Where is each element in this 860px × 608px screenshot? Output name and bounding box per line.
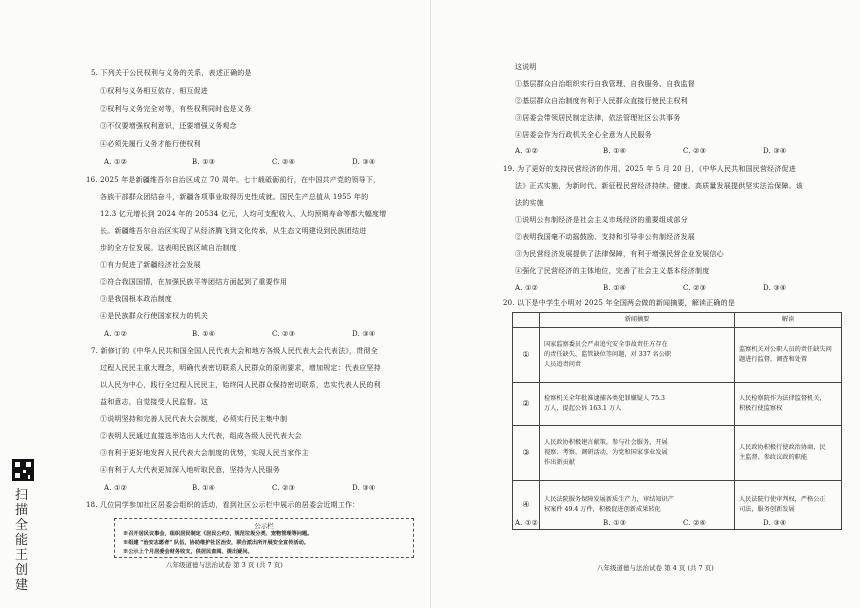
row-reading bbox=[735, 383, 842, 426]
row-number: ④ bbox=[513, 481, 540, 530]
reading-line: 人民法院行使审判权，严格公正 bbox=[739, 496, 826, 503]
q18-statement-1: ①基层群众自治组织实行自我管理、自我服务、自我监督 bbox=[515, 80, 695, 88]
q19-options bbox=[515, 283, 786, 293]
option-a: A. ①② bbox=[104, 484, 128, 492]
qr-code-icon bbox=[12, 459, 34, 481]
q5-stem: 5. 下列关于公民权利与义务的关系，表述正确的是 bbox=[91, 69, 252, 77]
table-header-summary: 新闻摘要 bbox=[540, 313, 735, 328]
summary-line: 万人，提起公诉 163.1 万人 bbox=[544, 405, 622, 412]
option-c: C. ②④ bbox=[683, 519, 707, 527]
q5-statement-3: ③不仅要增强权利意识，还要增强义务观念 bbox=[100, 122, 237, 130]
option-b: B. ①④ bbox=[603, 284, 627, 292]
q17-line-4: 益和意志，自觉接受人民监督。这 bbox=[100, 398, 208, 406]
q5-statement-4: ④必须先履行义务才能行使权利 bbox=[100, 140, 201, 148]
summary-line: 人民法院服务保障发展新质生产力，审结知识产 bbox=[544, 496, 674, 503]
summary-line: 国家监察委员会严肃追究安全事故责任方存在 bbox=[544, 341, 668, 348]
news-summary-table bbox=[512, 312, 842, 530]
table-header-blank bbox=[513, 313, 540, 328]
row-summary bbox=[540, 426, 735, 481]
table-row bbox=[513, 481, 842, 530]
row-reading bbox=[735, 426, 842, 481]
reading-line: 主监督、参政议政的职能 bbox=[739, 454, 808, 461]
summary-line: 作出新贡献 bbox=[544, 459, 575, 466]
q16-statement-2: ②符合我国国情，在加强民族平等团结方面起到了重要作用 bbox=[100, 278, 288, 286]
q16-line-5: 步的全方位发展。这表明民族区域自治制度 bbox=[100, 244, 237, 252]
q16-line-3: 12.3 亿元增长到 2024 年的 20534 亿元，人均可支配收入、人均预期寿命等都大幅度增 bbox=[100, 210, 387, 218]
q5-statement-2: ②权利与义务完全对等，有些权利同时也是义务 bbox=[100, 105, 252, 113]
bulletin-item-1: ※召开居民议事会，组织居民制定《居民公约》，规范垃圾分类、宠物管理等问题。 bbox=[123, 531, 313, 537]
q19-statement-4: ④强化了民营经济的主体地位，完善了社会主义基本经济制度 bbox=[515, 267, 710, 275]
option-b: B. ①④ bbox=[192, 484, 216, 492]
option-b: B. ①④ bbox=[603, 147, 627, 155]
q19-statement-2: ②表明我国毫不动摇鼓励、支持和引导非公有制经济发展 bbox=[515, 233, 695, 241]
q19-line-1: 19. 为了更好的支持民营经济的作用，2025 年 5 月 20 日，《中华人民共和国民营经济促进 bbox=[503, 165, 796, 173]
q17-statement-3: ③有利于更好地发挥人民代表大会制度的优势，实现人民当家作主 bbox=[100, 449, 309, 457]
q18-options bbox=[515, 146, 786, 156]
option-c: C. ②③ bbox=[272, 330, 296, 338]
option-d: D. ③④ bbox=[352, 484, 376, 492]
option-c: C. ②④ bbox=[272, 158, 296, 166]
option-d: D. ③④ bbox=[352, 330, 376, 338]
summary-line: 的责任缺失、监管缺位等问题，对 337 名公职 bbox=[544, 351, 672, 358]
q18-stem: 18. 几位同学参加社区居委会组织的活动，看到社区公示栏中展示的居委会近期工作： bbox=[86, 501, 360, 509]
option-a: A. ①② bbox=[515, 284, 539, 292]
option-c: C. ②③ bbox=[683, 284, 707, 292]
q19-line-2: 法》正式实施，为新时代、新征程民营经济持续、健康、高质量发展提供坚实法治保障。该 bbox=[515, 182, 803, 190]
table-row bbox=[513, 328, 842, 383]
option-a: A. ①② bbox=[104, 330, 128, 338]
q18-statement-3: ③居委会带领居民制定法律，依法管理社区公共事务 bbox=[515, 114, 681, 122]
reading-line: 人民检察院作为法律监督机关， bbox=[739, 395, 826, 402]
row-number: ③ bbox=[513, 426, 540, 481]
page-footer: 八年级道德与法治试卷 第 4 页 (共 7 页) bbox=[597, 564, 714, 572]
table-row bbox=[513, 426, 842, 481]
q18-continuation: 这说明 bbox=[515, 63, 537, 71]
q16-line-2: 各族干部群众团结奋斗，新疆各项事业取得历史性成就。国民生产总值从 1955 年的 bbox=[100, 193, 369, 201]
row-number: ① bbox=[513, 328, 540, 383]
scanner-watermark: 扫描全能王 创建 bbox=[15, 488, 30, 593]
reading-line: 监察机关对公职人员的责任缺失问 bbox=[739, 346, 832, 353]
option-d: D. ③④ bbox=[763, 284, 787, 292]
q17-statement-4: ④有利于人大代表更加深入地听取民意，坚持为人民服务 bbox=[100, 466, 280, 474]
option-b: B. ①③ bbox=[192, 158, 216, 166]
table-header-reading: 解读 bbox=[735, 313, 842, 328]
q17-line-1: 7. 新修订的《中华人民共和国全国人民代表大会和地方各级人民代表大会代表法》，贯彻全 bbox=[91, 347, 378, 355]
summary-line: 检察机关全年批准逮捕各类犯罪嫌疑人 75.3 bbox=[544, 395, 665, 402]
reading-line: 人民政协积极行使政治协商、民 bbox=[739, 444, 826, 451]
q19-statement-1: ①说明公有制经济是社会主义市场经济的重要组成部分 bbox=[515, 216, 688, 224]
option-b: B. ①④ bbox=[192, 330, 216, 338]
row-summary bbox=[540, 328, 735, 383]
table-row bbox=[513, 383, 842, 426]
bulletin-title: 公示栏 bbox=[254, 522, 274, 530]
option-c: C. ②③ bbox=[272, 484, 296, 492]
reading-line: 题进行监督、调查和处置 bbox=[739, 356, 808, 363]
row-reading bbox=[735, 481, 842, 530]
summary-line: 权案件 49.4 万件，积极促进创新成果转化 bbox=[544, 506, 661, 513]
summary-line: 视察、考察、调研活动，为党和国家事业发展 bbox=[544, 449, 668, 456]
row-summary bbox=[540, 481, 735, 530]
q19-statement-3: ③为民营经济发展提供了法律保障，有利于增强民营企业发展信心 bbox=[515, 250, 724, 258]
summary-line: 人员追责问责 bbox=[544, 361, 582, 368]
q16-options bbox=[104, 329, 375, 339]
q16-statement-1: ①有力促进了新疆经济社会发展 bbox=[100, 261, 201, 269]
row-number: ② bbox=[513, 383, 540, 426]
q16-line-1: 16. 2025 年是新疆维吾尔自治区成立 70 周年。七十载砥砺前行，在中国共产党的领导下， bbox=[86, 176, 381, 184]
q17-options bbox=[104, 483, 375, 493]
q17-statement-1: ①说明坚持和完善人民代表大会制度，必须实行民主集中制 bbox=[100, 415, 288, 423]
q16-statement-4: ④是民族群众行使国家权力的机关 bbox=[100, 312, 208, 320]
q5-statement-1: ①权利与义务相互依存，相互促进 bbox=[100, 87, 208, 95]
q18-statement-4: ④居委会作为行政机关全心全意为人民服务 bbox=[515, 131, 652, 139]
q18-statement-2: ②基层群众自治制度有利于人民群众直接行使民主权利 bbox=[515, 97, 688, 105]
bulletin-item-3: ※公示上个月居委会财务收支，供居民查阅、提出疑问。 bbox=[123, 549, 253, 555]
q17-line-3: 以人民为中心，践行全过程人民民主，始终同人民群众保持密切联系，忠实代表人民的利 bbox=[100, 381, 381, 389]
option-a: A. ①② bbox=[515, 147, 539, 155]
bulletin-item-2: ※组建 “治安志愿者” 队伍，协助维护社区治安，联合派出所开展安全宣传活动。 bbox=[123, 540, 309, 546]
option-d: D. ③④ bbox=[352, 158, 376, 166]
option-d: D. ③④ bbox=[763, 519, 787, 527]
q16-line-4: 长。新疆维吾尔自治区实现了从经济腾飞到文化传承，从生态文明建设到民族团结进 bbox=[100, 227, 367, 235]
reading-line: 司法，服务创新发展 bbox=[739, 506, 795, 513]
option-b: B. ①③ bbox=[603, 519, 627, 527]
bulletin-board bbox=[114, 518, 414, 558]
summary-line: 人民政协积极建言献策，参与社会服务，开展 bbox=[544, 439, 668, 446]
q5-options bbox=[104, 157, 375, 167]
q17-line-2: 过程人民民主重大理念，明确代表密切联系人民群众的原则要求，增加规定：代表应坚持 bbox=[100, 364, 381, 372]
q16-statement-3: ③是我国根本政治制度 bbox=[100, 295, 172, 303]
option-a: A. ①② bbox=[104, 158, 128, 166]
option-d: D. ③④ bbox=[763, 147, 787, 155]
q19-line-3: 法的实施 bbox=[515, 199, 544, 207]
row-reading bbox=[735, 328, 842, 383]
row-summary bbox=[540, 383, 735, 426]
option-a: A. ①② bbox=[515, 519, 539, 527]
q20-stem: 20. 以下是中学生小明对 2025 年全国两会做的新闻摘要，解读正确的是 bbox=[503, 299, 736, 307]
option-c: C. ②③ bbox=[683, 147, 707, 155]
page-footer: 八年级道德与法治试卷 第 3 页 (共 7 页) bbox=[166, 561, 283, 569]
reading-line: 积极行使监察权 bbox=[739, 405, 783, 412]
q17-statement-2: ②表明人民通过直接选举选出人大代表，组成各级人民代表大会 bbox=[100, 432, 302, 440]
table-header-row bbox=[513, 313, 842, 328]
